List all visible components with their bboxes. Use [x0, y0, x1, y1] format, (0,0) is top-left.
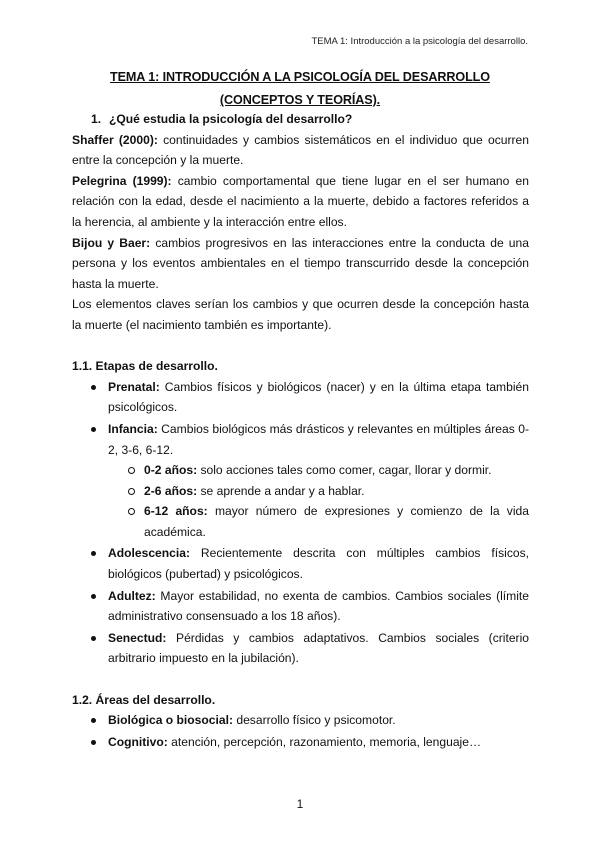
- area-term: Cognitivo:: [108, 734, 168, 749]
- stage-text: Pérdidas y cambios adaptativos. Cambios sociales (criterio arbitrario impuesto en la jubilación).: [108, 630, 529, 666]
- area-text: desarrollo físico y psicomotor.: [232, 713, 396, 728]
- area-cognitivo: [72, 732, 529, 753]
- stage-text: Recientemente descrita con múltiples cambios físicos, biológicos (pubertad) y psicológicos.: [108, 546, 529, 582]
- definition-author: Bijou y Baer:: [72, 235, 151, 250]
- stage-infancia: [72, 419, 529, 543]
- stage-term: Adultez:: [108, 588, 156, 603]
- stage-text: Cambios biológicos más drásticos y relevantes en múltiples áreas 0-2, 3-6, 6-12.: [108, 421, 529, 457]
- area-biologica: [72, 710, 529, 731]
- area-text: atención, percepción, razonamiento, memoria, lenguaje…: [167, 734, 482, 749]
- substage-term: 0-2 años:: [144, 463, 198, 478]
- definition-pelegrina: [72, 171, 529, 233]
- stage-term: Infancia:: [108, 421, 158, 436]
- stage-prenatal: [72, 377, 529, 418]
- substage-text: se aprende a andar y a hablar.: [197, 483, 365, 498]
- section-1-2-heading: 1.2. Áreas del desarrollo.: [72, 692, 216, 707]
- section-1-heading: [72, 109, 529, 130]
- substage-2-6: [108, 481, 529, 502]
- definition-author: Shaffer (2000):: [72, 132, 158, 147]
- definition-bijou-baer: [72, 233, 529, 295]
- stages-list: [72, 377, 529, 669]
- substage-term: 6-12 años:: [144, 504, 208, 519]
- stage-adolescencia: [72, 543, 529, 584]
- areas-list: [72, 710, 529, 752]
- stage-text: Mayor estabilidad, no exenta de cambios. Cambios sociales (límite administrativo consensuado a los 18 años).: [108, 588, 529, 624]
- stage-term: Adolescencia:: [108, 546, 190, 561]
- definition-shaffer: [72, 130, 529, 171]
- section-1-number: 1.: [91, 112, 102, 126]
- definition-text: cambio comportamental que tiene lugar en el ser humano en relación con la edad, desde el nacimiento a la muerte, debido a factores referidos a la herencia, al ambiente y la interacción entre ellos.: [72, 173, 529, 229]
- definition-text: cambios progresivos en las interacciones entre la conducta de una persona y los eventos ambientales en el tiempo transcurrido desde la concepción hasta la muerte.: [72, 235, 529, 291]
- document-title-line-1: TEMA 1: INTRODUCCIÓN A LA PSICOLOGÍA DEL DESARROLLO: [110, 70, 490, 84]
- document-body: [72, 109, 529, 753]
- page-number: 1: [296, 797, 304, 811]
- stage-senectud: [72, 628, 529, 669]
- substage-text: mayor número de expresiones y comienzo de la vida académica.: [144, 504, 529, 539]
- substage-0-2: [108, 460, 529, 481]
- definition-author: Pelegrina (1999):: [72, 173, 172, 188]
- substage-term: 2-6 años:: [144, 483, 198, 498]
- substage-6-12: [108, 501, 529, 542]
- section-1-title: ¿Qué estudia la psicología del desarrollo?: [109, 112, 353, 126]
- stage-text: Cambios físicos y biológicos (nacer) y en la última etapa también psicológicos.: [108, 379, 529, 415]
- stage-adultez: [72, 586, 529, 627]
- document-title-line-2: (CONCEPTOS Y TEORÍAS).: [219, 93, 381, 107]
- substage-text: solo acciones tales como comer, cagar, llorar y dormir.: [197, 463, 492, 478]
- stage-term: Senectud:: [108, 630, 167, 645]
- infancia-substages: [72, 460, 529, 542]
- definition-text: continuidades y cambios sistemáticos en el individuo que ocurren entre la concepción y la muerte.: [72, 132, 529, 168]
- running-header: TEMA 1: Introducción a la psicología del desarrollo.: [311, 36, 528, 47]
- stage-term: Prenatal:: [108, 379, 160, 394]
- section-1-conclusion: Los elementos claves serían los cambios y que ocurren desde la concepción hasta la muerte (el nacimiento también es importante).: [72, 297, 529, 332]
- section-1-1-heading: 1.1. Etapas de desarrollo.: [72, 359, 218, 374]
- area-term: Biológica o biosocial:: [108, 713, 233, 728]
